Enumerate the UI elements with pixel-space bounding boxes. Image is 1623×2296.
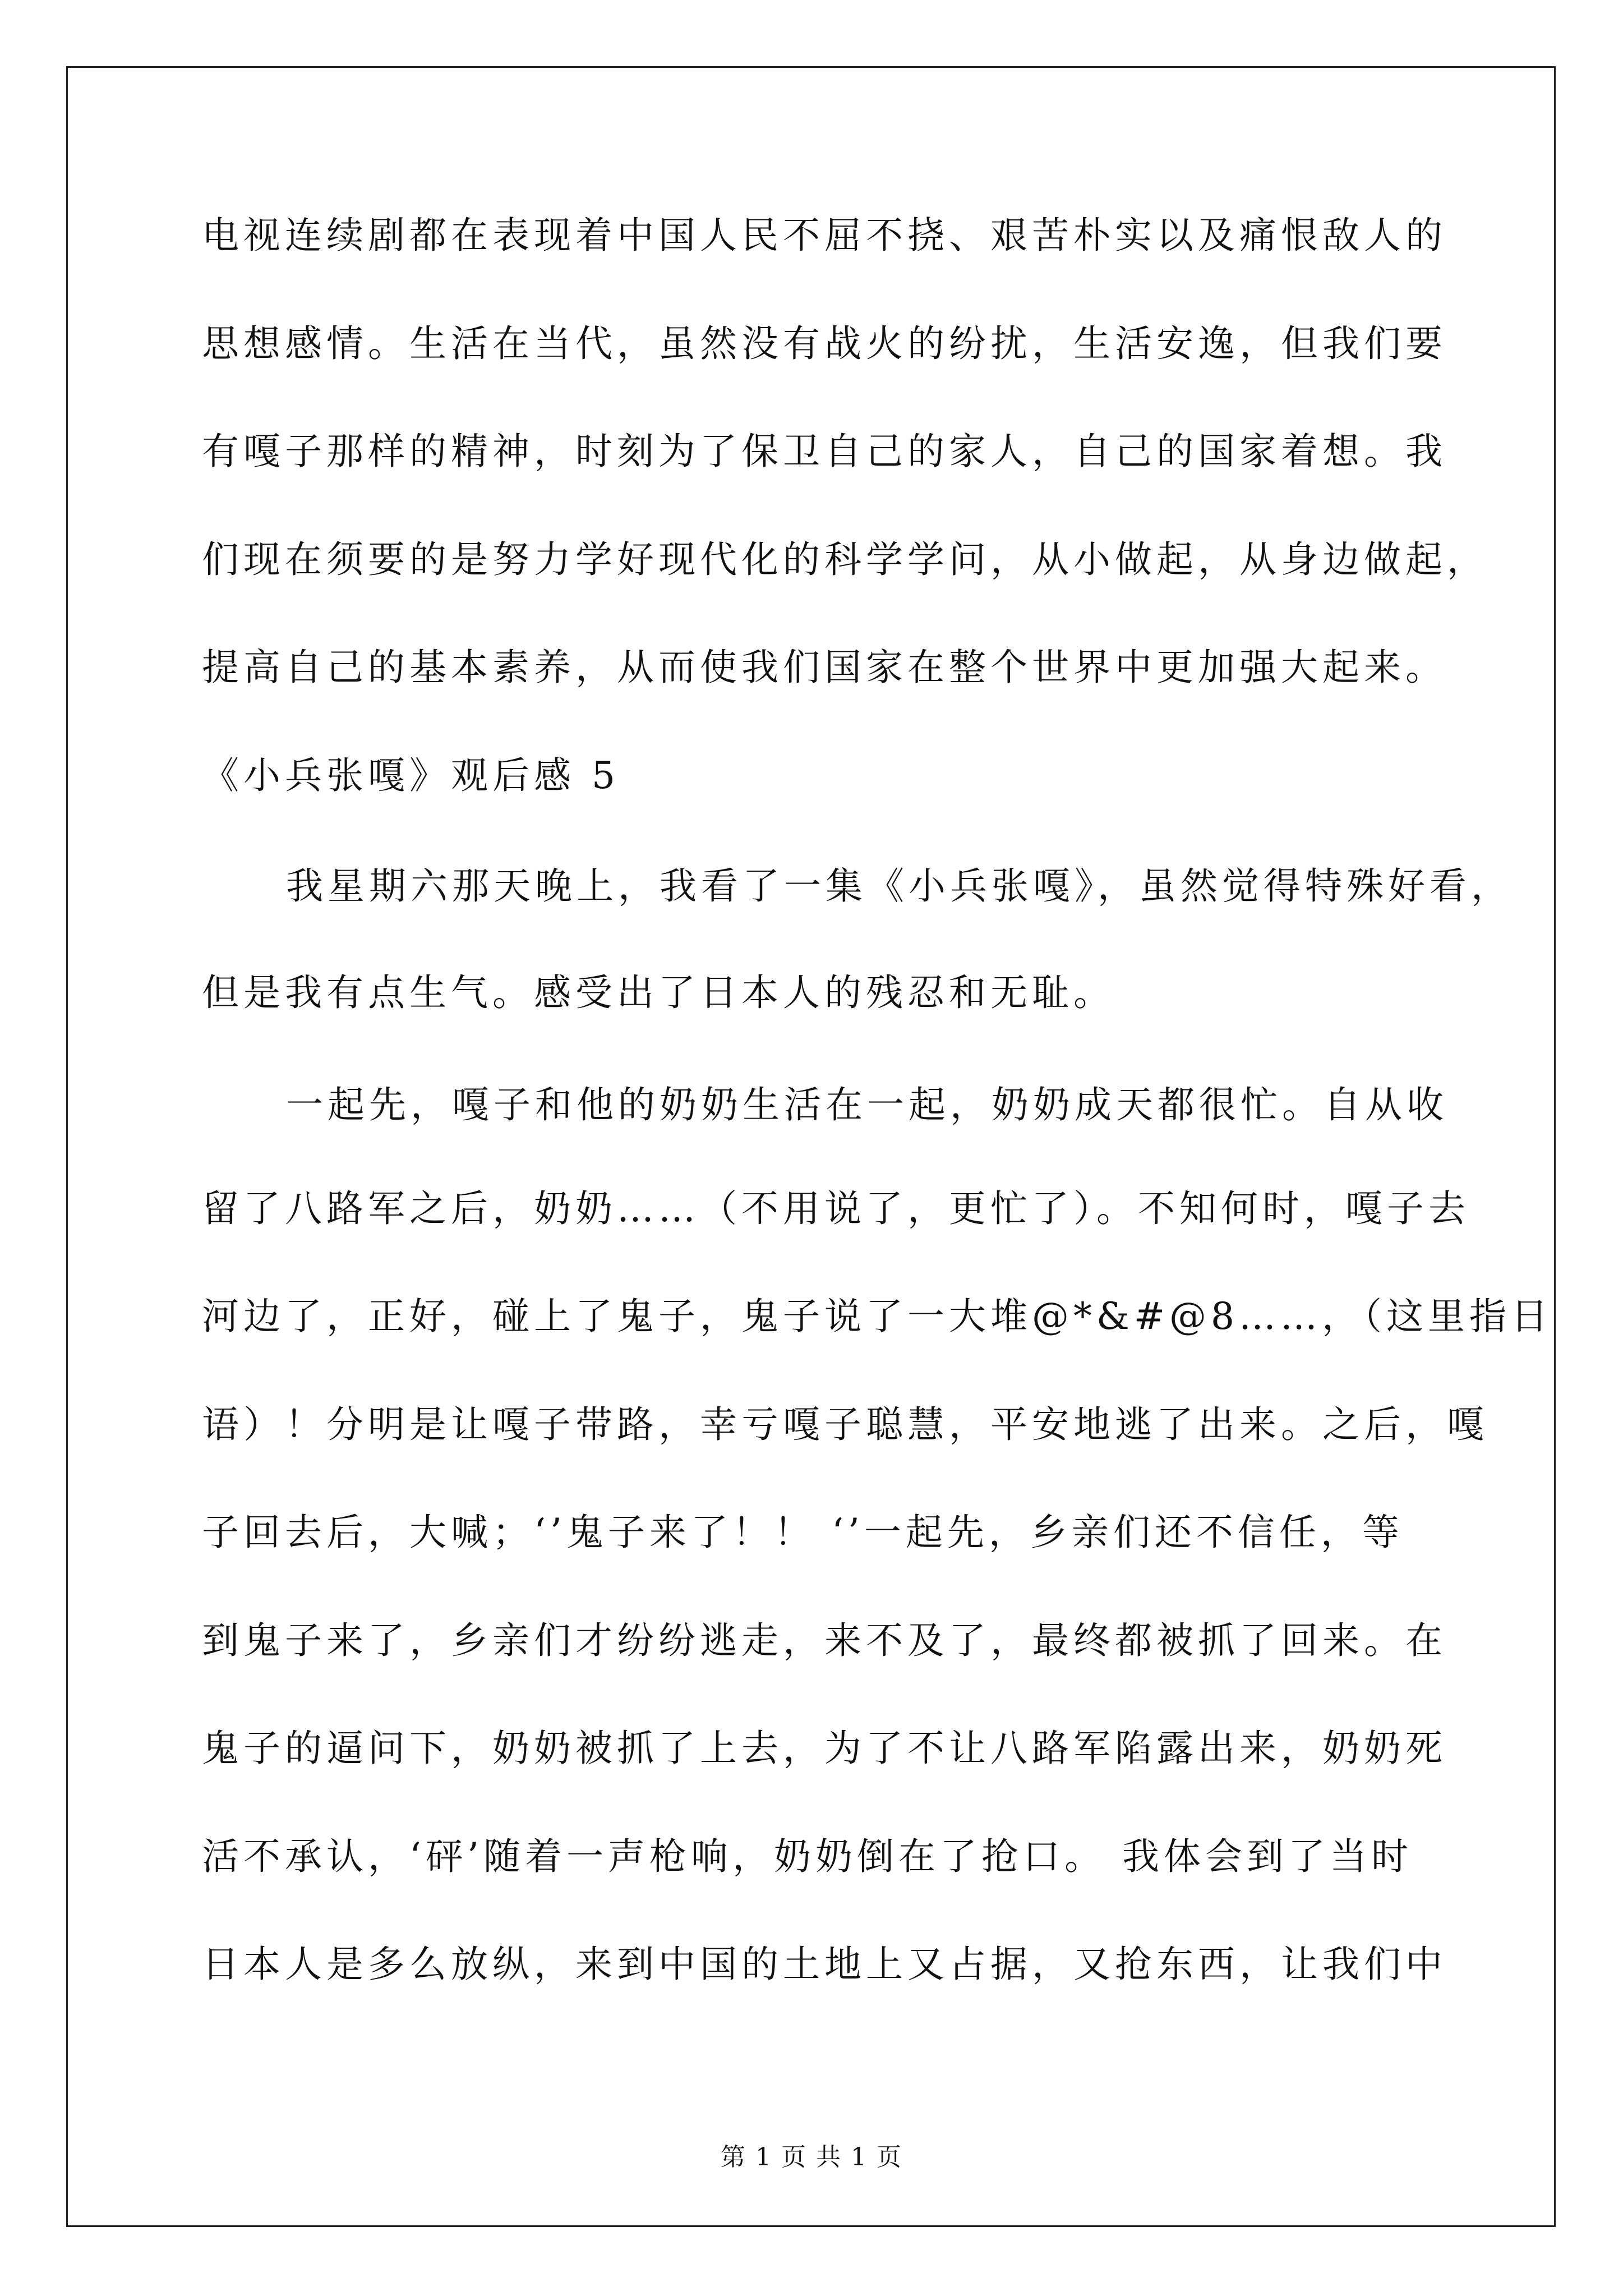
text-line: 提高自己的基本素养，从而使我们国家在整个世界中更加强大起来。 <box>202 646 1447 689</box>
section-heading: 《小兵张嘎》观后感 5 <box>202 754 620 797</box>
paragraph-first-line: 一起先，嘎子和他的奶奶生活在一起，奶奶成天都很忙。自从收 <box>286 1083 1448 1126</box>
text-line: 日本人是多么放纵，来到中国的土地上又占据，又抢东西，让我们中 <box>202 1943 1447 1986</box>
page-border <box>66 66 1556 2227</box>
text-line: 到鬼子来了，乡亲们才纷纷逃走，来不及了，最终都被抓了回来。在 <box>202 1619 1447 1662</box>
text-line: 子回去后，大喊；‘’鬼子来了！！ ‘’一起先，乡亲们还不信任，等 <box>202 1511 1404 1554</box>
text-line: 有嘎子那样的精神，时刻为了保卫自己的家人，自己的国家着想。我 <box>202 430 1447 473</box>
text-line: 鬼子的逼问下，奶奶被抓了上去，为了不让八路军陷露出来，奶奶死 <box>202 1727 1447 1770</box>
text-line: 电视连续剧都在表现着中国人民不屈不挠、艰苦朴实以及痛恨敌人的 <box>202 214 1447 257</box>
text-line: 们现在须要的是努力学好现代化的科学学问，从小做起，从身边做起， <box>202 538 1488 581</box>
text-line: 活不承认，‘砰’随着一声枪响，奶奶倒在了抢口。 我体会到了当时 <box>202 1835 1413 1878</box>
text-line: 思想感情。生活在当代，虽然没有战火的纷扰，生活安逸，但我们要 <box>202 322 1447 365</box>
text-line: 留了八路军之后，奶奶……（不用说了，更忙了）。不知何时，嘎子去 <box>202 1187 1470 1230</box>
text-line: 语）！分明是让嘎子带路，幸亏嘎子聪慧，平安地逃了出来。之后，嘎 <box>202 1403 1488 1446</box>
text-line: 河边了，正好，碰上了鬼子，鬼子说了一大堆@*&#@8……，（这里指日 <box>202 1295 1553 1338</box>
page-number-footer: 第 1 页 共 1 页 <box>721 2143 902 2171</box>
text-line: 但是我有点生气。感受出了日本人的残忍和无耻。 <box>202 971 1115 1014</box>
paragraph-first-line: 我星期六那天晚上，我看了一集《小兵张嘎》，虽然觉得特殊好看， <box>286 864 1513 908</box>
